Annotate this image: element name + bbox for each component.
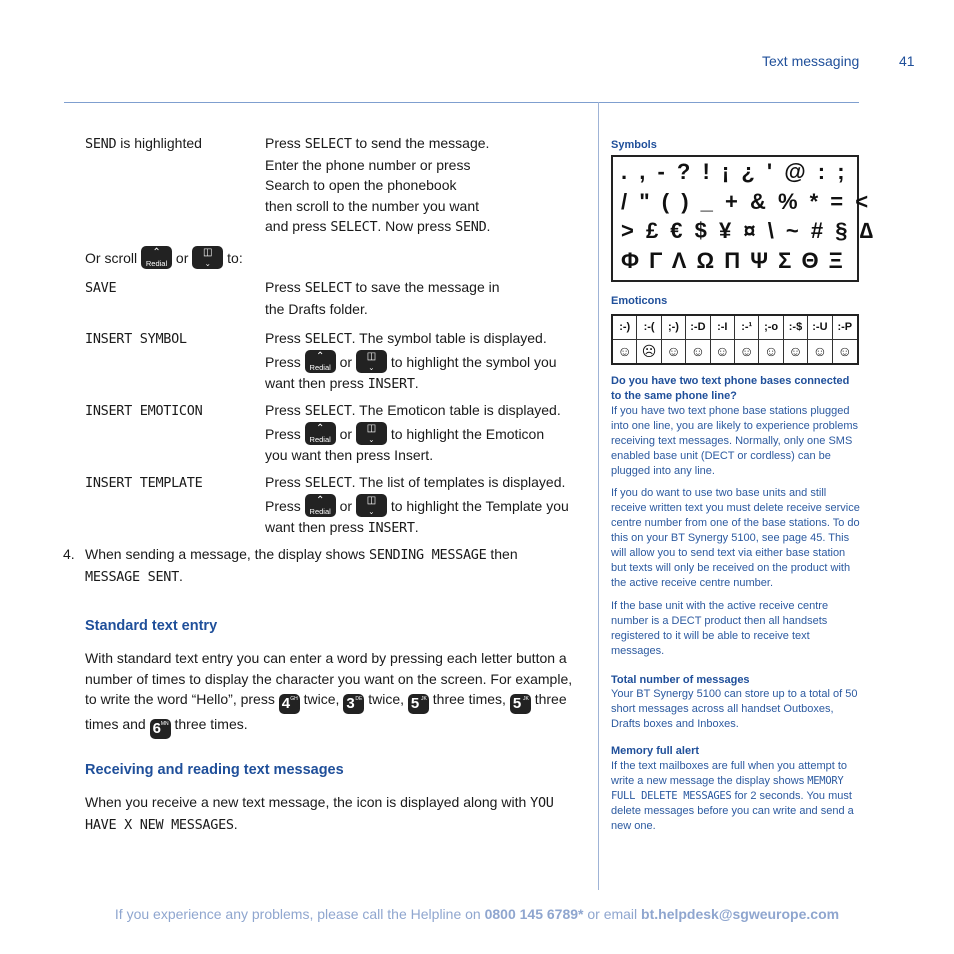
total-messages-heading: Total number of messages: [611, 674, 750, 686]
face-icon: ☺: [735, 340, 759, 364]
memory-full-body: If the text mailboxes are full when you attempt to write a new message the display shows MEMORY FULL DELETE MESSAGES for 2 seconds. You must delete messages before you can write and send a new one.: [611, 760, 854, 832]
menu-insert-symbol: INSERT SYMBOL: [85, 331, 187, 347]
key-5: 5 JK: [510, 694, 531, 714]
step-4-text: When sending a message, the display shows SENDING MESSAGE then MESSAGE SENT.: [85, 546, 518, 585]
page-number: 41: [899, 53, 915, 69]
chevron-up-icon: ⌃: [315, 350, 325, 362]
symbol-row: Φ Γ Λ Ω Π Ψ Σ Θ Ξ: [621, 248, 845, 273]
header-title: Text messaging: [762, 53, 860, 69]
emoticon-cell: :-(: [637, 316, 661, 340]
key-6: 6 MN: [150, 719, 171, 739]
chevron-down-icon: ⌄: [368, 506, 375, 516]
chevron-up-icon: ⌃: [315, 494, 325, 506]
phonebook-down-key: [356, 422, 387, 445]
phonebook-down-key: [356, 350, 387, 373]
insert-symbol-instructions: Press SELECT. The symbol table is displayed. Press ⌃ Redial or ◫ ⌄ to highlight the symbol you want then press INSERT.: [265, 330, 557, 392]
redial-up-key: ⌃ Redial: [305, 494, 336, 517]
phonebook-icon: ◫: [366, 350, 377, 362]
emoticon-cell: ;-): [662, 316, 686, 340]
phonebook-icon: ◫: [203, 247, 213, 258]
phonebook-icon: ◫: [366, 494, 377, 506]
standard-entry-heading: Standard text entry: [85, 618, 218, 634]
menu-save: SAVE: [85, 280, 117, 296]
column-divider: [598, 102, 599, 890]
menu-insert-template: INSERT TEMPLATE: [85, 475, 203, 491]
two-bases-p2: If you do want to use two base units and still receive written text you must delete receive service centre number from one of the base stations. To do this on your BT Synergy 5100, see page 45. This will allow you to send text via either base station but texts will only be received on the product with the active receive centre number.: [611, 487, 860, 589]
emoticon-cell: :-D: [686, 316, 710, 340]
two-bases-heading: Do you have two text phone bases connected to the same phone line?: [611, 375, 850, 402]
two-bases-p1: If you have two text phone base stations plugged into one line, you are likely to experience problems receiving text messages. Normally, only one SMS enabled base unit (DECT or cordless) can be plugged into any line.: [611, 405, 859, 477]
emoticon-cell: :-P: [833, 316, 857, 340]
scroll-line: Or scroll ⌃ Redial or ◫ ⌄ to:: [85, 247, 243, 268]
chevron-down-icon: ⌄: [368, 434, 375, 444]
wink-face-icon: ☺: [662, 340, 686, 364]
standard-entry-body: With standard text entry you can enter a word by pressing each letter button a number of times to display the character you want on the screen. For example, to write the word “Hello”, press 4 GH twice, 3 DE twice, 5 JK three times, 5 JK three times and 6 MN three times.: [85, 650, 573, 737]
helpdesk-email[interactable]: bt.helpdesk@sgweurope.com: [641, 906, 840, 922]
chevron-down-icon: ⌄: [204, 259, 211, 268]
redial-up-key: ⌃ Redial: [141, 246, 172, 269]
emoticon-cell: :-¹: [735, 316, 759, 340]
receiving-heading: Receiving and reading text messages: [85, 762, 344, 778]
step-number: 4.: [63, 546, 75, 562]
emoticon-cell: :-U: [808, 316, 832, 340]
save-instructions: Press SELECT to save the message in the Drafts folder.: [265, 279, 500, 317]
emoticon-table: [611, 314, 859, 365]
smiley-icon: ☺: [613, 340, 637, 364]
face-icon: ☺: [808, 340, 832, 364]
emoticon-cell: :-): [613, 316, 637, 340]
key-5: 5 JK: [408, 694, 429, 714]
key-3: 3 DE: [343, 694, 364, 714]
phonebook-icon: ◫: [366, 422, 377, 434]
redial-up-key: ⌃ Redial: [305, 422, 336, 445]
helpline-footer: If you experience any problems, please call the Helpline on 0800 145 6789* or email bt.helpdesk@sgweurope.com: [114, 906, 840, 922]
symbol-row: > £ € $ ¥ ¤ \ ~ # § ∆: [621, 218, 877, 243]
phonebook-down-key: [192, 246, 223, 269]
insert-template-instructions: Press SELECT. The list of templates is displayed. Press ⌃ Redial or ◫ ⌄ to highlight the Template you want then press INSERT.: [265, 474, 569, 536]
symbols-heading: Symbols: [611, 139, 657, 151]
symbol-row: . , - ? ! ¡ ¿ ' @ : ;: [621, 159, 848, 184]
surprised-face-icon: ☺: [759, 340, 783, 364]
emoticons-heading: Emoticons: [611, 295, 668, 307]
redial-up-key: ⌃ Redial: [305, 350, 336, 373]
key-4: 4 GH: [279, 694, 300, 714]
symbol-table: [611, 155, 877, 282]
grin-face-icon: ☺: [686, 340, 710, 364]
menu-insert-emoticon: INSERT EMOTICON: [85, 403, 203, 419]
money-face-icon: ☺: [784, 340, 808, 364]
emoticon-cell: :-$: [784, 316, 808, 340]
emoticon-cell: :-I: [711, 316, 735, 340]
symbol-row: / " ( ) _ + & % * = <: [621, 189, 872, 214]
emoticon-cell: ;-o: [759, 316, 783, 340]
tongue-face-icon: ☺: [837, 343, 852, 360]
chevron-down-icon: ⌄: [368, 362, 375, 372]
send-label: SEND is highlighted: [85, 135, 202, 152]
phonebook-down-key: [356, 494, 387, 517]
chevron-up-icon: ⌃: [152, 247, 161, 258]
neutral-face-icon: ☺: [711, 340, 735, 364]
insert-emoticon-instructions: Press SELECT. The Emoticon table is displayed. Press ⌃ Redial or ◫ ⌄ to highlight the Emoticon you want then press Insert.: [265, 402, 561, 463]
sad-face-icon: ☹: [637, 340, 661, 364]
memory-full-heading: Memory full alert: [611, 745, 700, 757]
receiving-body: When you receive a new text message, the icon is displayed along with YOU HAVE X NEW MESSAGES.: [85, 794, 554, 833]
two-bases-p3: If the base unit with the active receive centre number is a DECT product then all handsets registered to it will be able to receive text messages.: [611, 600, 829, 657]
chevron-up-icon: ⌃: [315, 422, 325, 434]
header-rule: [64, 102, 859, 103]
helpline-phone: 0800 145 6789*: [484, 906, 584, 922]
send-instructions: Press SELECT to send the message. Enter the phone number or press Search to open the phonebook then scroll to the number you want and press SELECT. Now press SEND.: [265, 135, 491, 235]
total-messages-body: Your BT Synergy 5100 can store up to a total of 50 short messages across all handset Outboxes, Drafts boxes and Inboxes.: [611, 688, 858, 730]
